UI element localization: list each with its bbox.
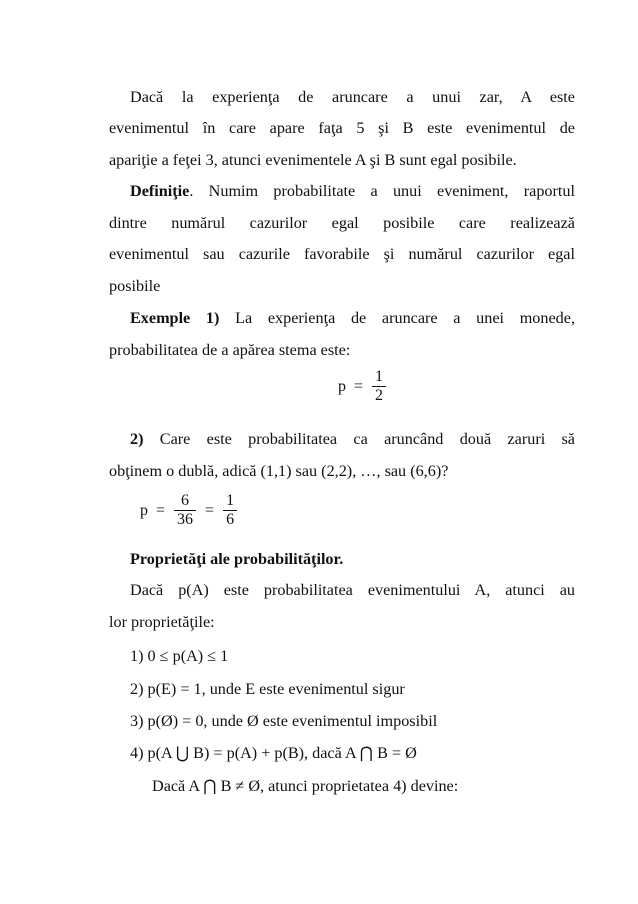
property-item-4: 4) p(A ⋃ B) = p(A) + p(B), dacă A ⋂ B = Ø — [130, 744, 417, 762]
example1-line1-text: La experienţa de aruncare a unei monede, — [219, 309, 576, 327]
properties-intro-line1: Dacă p(A) este probabilitatea evenimentului A, atunci au — [130, 581, 575, 599]
definition-term: Definiţie — [130, 182, 190, 200]
property-item-2: 2) p(E) = 1, unde E este evenimentul sigur — [130, 680, 405, 698]
example1-line1 — [130, 308, 575, 328]
paragraph1-line2: evenimentul în care apare faţa 5 şi B este evenimentul de — [109, 119, 575, 137]
properties-intro-line2: lor proprietăţile: — [109, 613, 215, 631]
example1-formula — [336, 368, 389, 405]
definition-line1 — [130, 181, 575, 201]
example1-label: Exemple 1) — [130, 309, 220, 327]
paragraph1-line3: apariţie a feţei 3, atunci evenimentele A şi B sunt egal posibile. — [109, 151, 517, 169]
example2-line1-text: Care este probabilitatea ca aruncând două zaruri să — [143, 430, 575, 448]
formula-equals: = — [354, 377, 364, 395]
example2-line2: obţinem o dublă, adică (1,1) sau (2,2), …, sau (6,6)? — [109, 462, 449, 480]
example2-label: 2) — [130, 430, 144, 448]
formula-lhs: p — [140, 501, 148, 519]
formula-equals: = — [205, 501, 215, 519]
example2-formula — [138, 492, 240, 529]
definition-line1-text: . Numim probabilitate a unui eveniment, raportul — [189, 182, 575, 200]
definition-line2: dintre numărul cazurilor egal posibile care realizează — [109, 214, 575, 232]
definition-line4: posibile — [109, 277, 161, 295]
formula-fraction-1 — [174, 492, 196, 529]
definition-line3: evenimentul sau cazurile favorabile şi numărul cazurilor egal — [109, 245, 575, 263]
fraction-numerator: 1 — [226, 492, 235, 509]
property-item-3: 3) p(Ø) = 0, unde Ø este evenimentul imposibil — [130, 712, 438, 730]
fraction-denominator: 2 — [372, 386, 386, 405]
fraction-numerator: 1 — [375, 368, 384, 385]
example2-line1 — [130, 429, 575, 449]
properties-heading — [130, 549, 575, 569]
properties-heading-text: Proprietăţi ale probabilităţilor. — [130, 550, 344, 568]
paragraph1-line1: Dacă la experienţa de aruncare a unui zar, A este — [130, 88, 575, 106]
example1-line2: probabilitatea de a apărea stema este: — [109, 341, 351, 359]
formula-lhs: p — [338, 377, 346, 395]
property-item-1: 1) 0 ≤ p(A) ≤ 1 — [130, 647, 229, 665]
formula-fraction-2 — [223, 492, 237, 529]
fraction-denominator: 6 — [223, 510, 237, 529]
fraction-numerator: 6 — [181, 492, 190, 509]
properties-closing: Dacă A ⋂ B ≠ Ø, atunci proprietatea 4) devine: — [152, 777, 459, 795]
formula-equals: = — [156, 501, 166, 519]
formula-fraction — [372, 368, 386, 405]
fraction-denominator: 36 — [174, 510, 196, 529]
